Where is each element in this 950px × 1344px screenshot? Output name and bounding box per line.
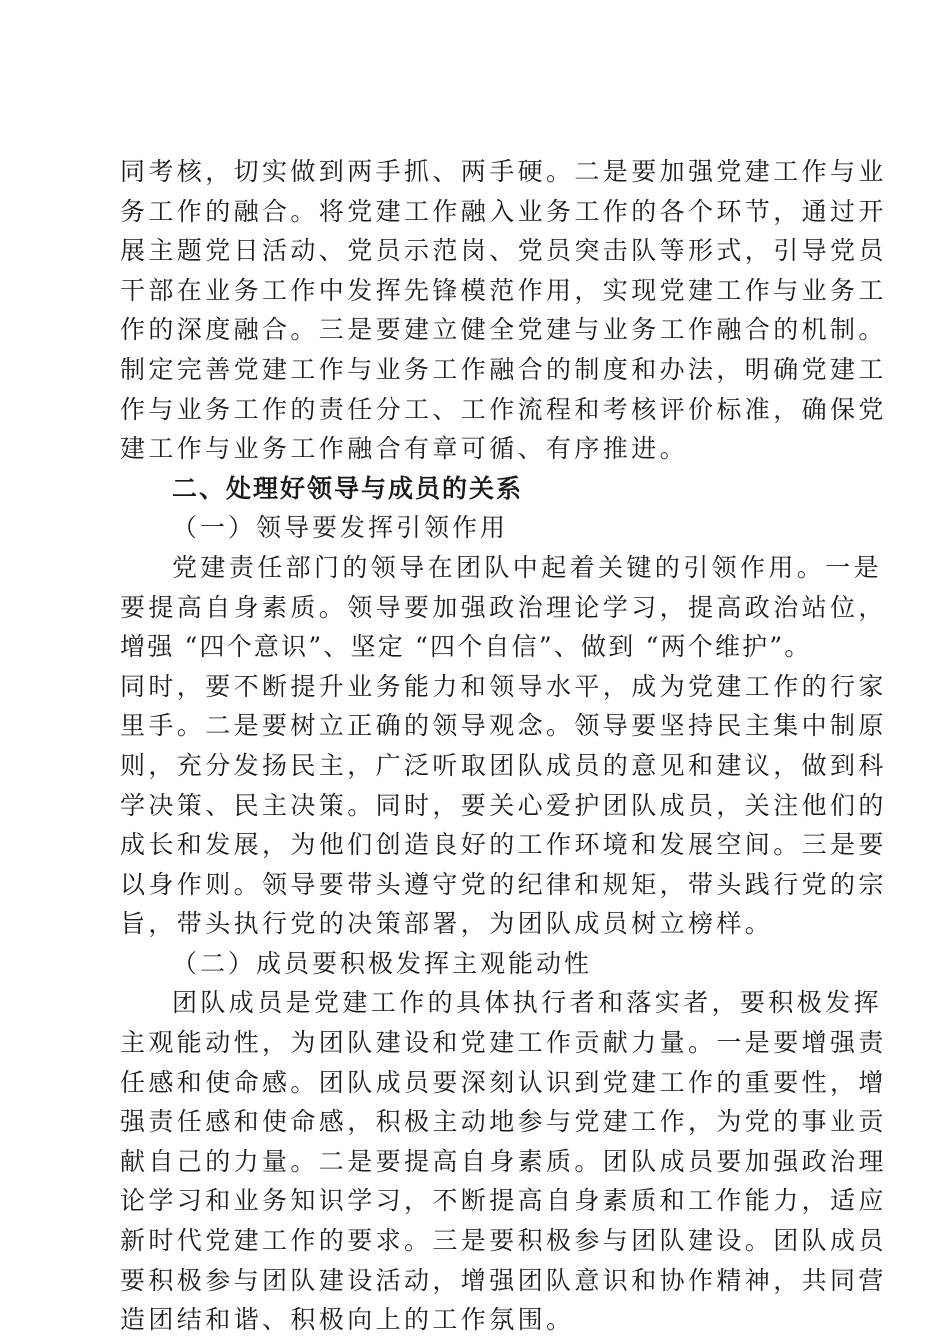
paragraph-line: 强责任感和使命感，积极主动地参与党建工作，为党的事业贡: [120, 1107, 887, 1137]
paragraph-line: 论学习和业务知识学习，不断提高自身素质和工作能力，适应: [120, 1186, 887, 1216]
paragraph-line: 旨，带头执行党的决策部署，为团队成员树立榜样。: [120, 909, 774, 939]
subsection-heading: （二）成员要积极发挥主观能动性: [172, 948, 593, 978]
paragraph-line: 党建责任部门的领导在团队中起着关键的引领作用。一是: [172, 552, 883, 582]
paragraph-line: 制定完善党建工作与业务工作融合的制度和办法，明确党建工: [120, 354, 887, 384]
paragraph-line: 要提高自身素质。领导要加强政治理论学习，提高政治站位，: [120, 592, 887, 622]
paragraph-line: 学决策、民主决策。同时，要关心爱护团队成员，关注他们的: [120, 790, 887, 820]
document-body: [120, 152, 887, 1340]
section-heading: 二、处理好领导与成员的关系: [172, 473, 524, 503]
paragraph-line: 同时，要不断提升业务能力和领导水平，成为党建工作的行家: [120, 671, 887, 701]
paragraph-line: 主观能动性，为团队建设和党建工作贡献力量。一是要增强责: [120, 1028, 887, 1058]
paragraph-line: 以身作则。领导要带头遵守党的纪律和规矩，带头践行党的宗: [120, 869, 887, 899]
paragraph-line: 同考核，切实做到两手抓、两手硬。二是要加强党建工作与业: [120, 157, 887, 186]
paragraph-line: 务工作的融合。将党建工作融入业务工作的各个环节，通过开: [120, 196, 887, 226]
paragraph-line: 新时代党建工作的要求。三是要积极参与团队建设。团队成员: [120, 1226, 887, 1256]
paragraph-line: 增强 “四个意识”、坚定 “四个自信”、做到 “两个维护”。: [120, 632, 812, 662]
paragraph-line: 建工作与业务工作融合有章可循、有序推进。: [120, 434, 689, 464]
paragraph-line: 作与业务工作的责任分工、工作流程和考核评价标准，确保党: [120, 394, 887, 424]
paragraph-line: 作的深度融合。三是要建立健全党建与业务工作融合的机制。: [120, 315, 887, 345]
paragraph-line: 任感和使命感。团队成员要深刻认识到党建工作的重要性，增: [120, 1067, 887, 1097]
paragraph-line: 团队成员是党建工作的具体执行者和落实者，要积极发挥: [172, 988, 883, 1018]
paragraph-line: 献自己的力量。二是要提高自身素质。团队成员要加强政治理: [120, 1146, 887, 1176]
subsection-heading: （一）领导要发挥引领作用: [172, 513, 509, 543]
paragraph-line: 干部在业务工作中发挥先锋模范作用，实现党建工作与业务工: [120, 275, 887, 305]
paragraph-line: 造团结和谐、积极向上的工作氛围。: [120, 1305, 575, 1335]
paragraph-line: 成长和发展，为他们创造良好的工作环境和发展空间。三是要: [120, 830, 887, 860]
paragraph-line: 里手。二是要树立正确的领导观念。领导要坚持民主集中制原: [120, 711, 887, 741]
paragraph-line: 展主题党日活动、党员示范岗、党员突击队等形式，引导党员: [120, 236, 887, 266]
paragraph-line: 则，充分发扬民主，广泛听取团队成员的意见和建议，做到科: [120, 750, 887, 780]
paragraph-line: 要积极参与团队建设活动，增强团队意识和协作精神，共同营: [120, 1265, 887, 1295]
